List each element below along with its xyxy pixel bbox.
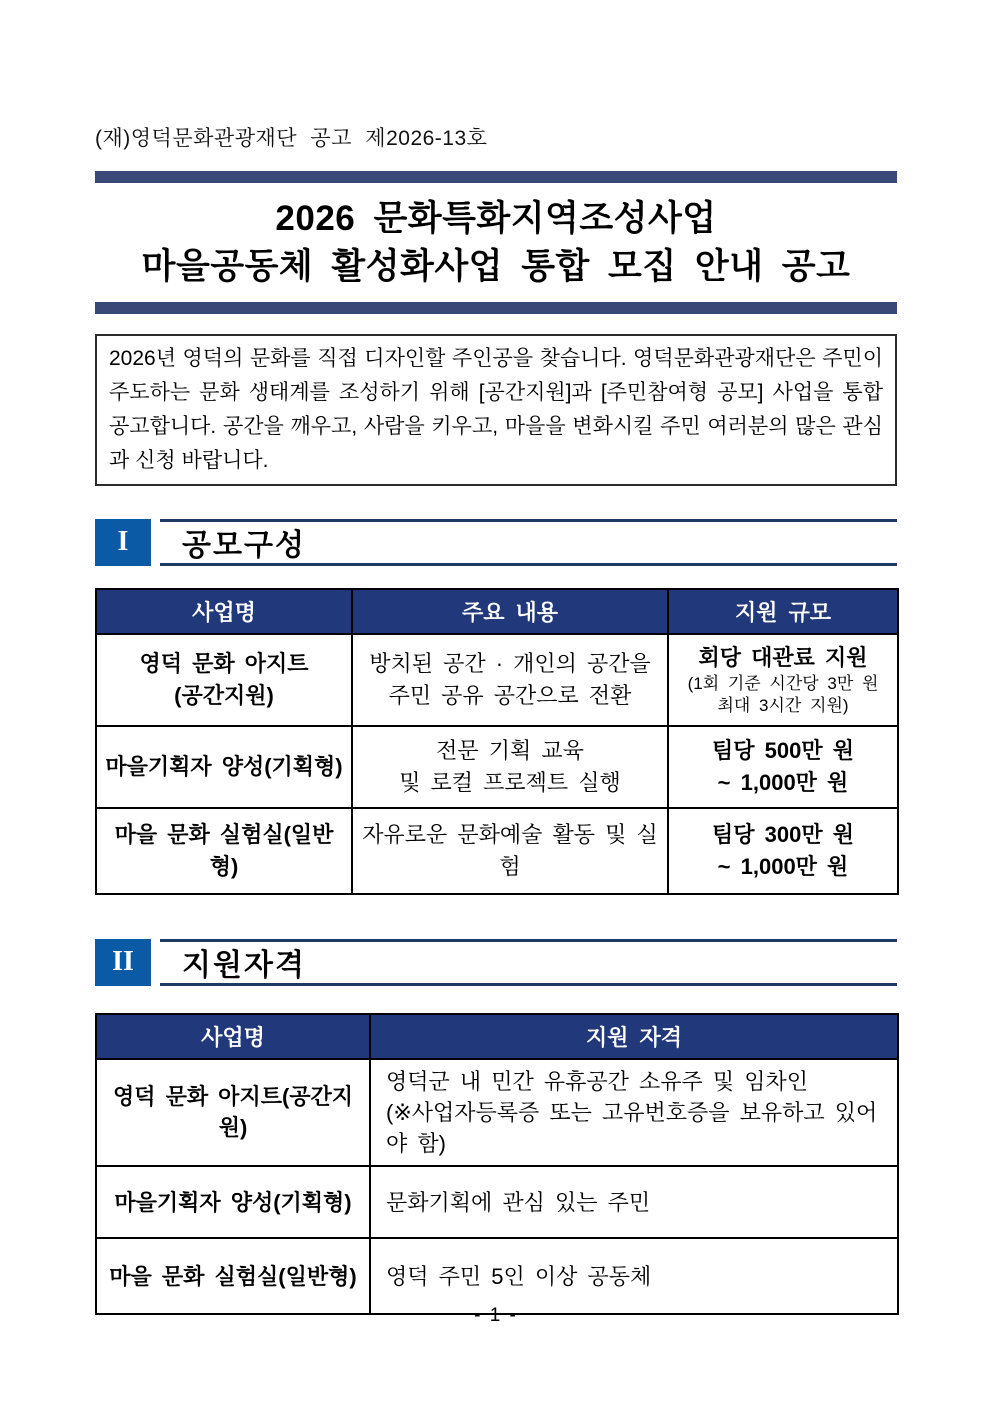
- col-header-main-content: 주요 내용: [352, 589, 668, 634]
- title-line-1: 2026 문화특화지역조성사업: [275, 199, 717, 238]
- section-title-rule: [160, 939, 897, 986]
- section-title-rule: [160, 519, 897, 566]
- cell-line: 자유로운 문화예술 활동 및 실험: [362, 822, 658, 879]
- col-header-support-scale: 지원 규모: [668, 589, 898, 634]
- cell-main-content: [352, 726, 668, 808]
- cell-main-content: [352, 634, 668, 726]
- cell-line: 주민 공유 공간으로 전환: [388, 682, 632, 708]
- col-header-business-name: 사업명: [96, 1014, 370, 1059]
- cell-line: 최대 3시간 지원): [717, 696, 849, 716]
- cell-line: 영덕 문화 아지트: [139, 651, 309, 677]
- cell-eligibility: [370, 1238, 898, 1314]
- page-number: - 1 -: [474, 1305, 518, 1326]
- cell-line: (※사업자등록증 또는 고유번호증을 보유하고 있어야 함): [386, 1099, 878, 1157]
- cell-support-scale: [668, 634, 898, 726]
- cell-line: ~ 1,000만 원: [717, 853, 849, 879]
- cell-line: 전문 기획 교육: [436, 738, 584, 764]
- title-block: [95, 171, 897, 314]
- intro-line: 공고합니다. 공간을 깨우고, 사람을 키우고, 마을을 변화시킬 주민 여러분의 많은 관심: [109, 414, 883, 438]
- section-heading-composition: [95, 519, 897, 566]
- section-title: 공모구성: [182, 529, 306, 563]
- cell-line: (공간지원): [174, 682, 274, 708]
- cell-line: (1회 기준 시간당 3만 원: [687, 674, 879, 694]
- cell-line: 영덕 문화 아지트(공간지원): [112, 1084, 354, 1141]
- cell-line: 문화기획에 관심 있는 주민: [386, 1189, 651, 1215]
- cell-business-name: [96, 808, 352, 894]
- table-row: [96, 1166, 898, 1238]
- title-bar-top: [95, 171, 897, 183]
- cell-line: 팀당 300만 원: [712, 822, 854, 848]
- doc-number: (재)영덕문화관광재단 공고 제2026-13호: [95, 127, 488, 150]
- composition-table: [95, 588, 899, 895]
- cell-eligibility: [370, 1059, 898, 1167]
- cell-line: 영덕 주민 5인 이상 공동체: [386, 1263, 652, 1289]
- cell-line: 마을기획자 양성(기획형): [105, 753, 343, 779]
- section-numeral-badge: I: [95, 519, 151, 566]
- cell-note: [673, 673, 893, 717]
- section-title: 지원자격: [182, 949, 306, 983]
- title-line-2: 마을공동체 활성화사업 통합 모집 안내 공고: [141, 247, 851, 287]
- title-bar-bottom: [95, 302, 897, 314]
- table-row: [96, 808, 898, 894]
- cell-business-name: [96, 634, 352, 726]
- cell-business-name: [96, 1238, 370, 1314]
- table-row: [96, 1238, 898, 1314]
- intro-line: 과 신청 바랍니다.: [109, 448, 269, 472]
- cell-main-content: [352, 808, 668, 894]
- section-heading-eligibility: [95, 939, 897, 986]
- intro-box: [95, 334, 897, 486]
- cell-line: 마을 문화 실험실(일반형): [114, 822, 334, 879]
- cell-line: 회당 대관료 지원: [698, 644, 868, 670]
- table-row: [96, 1059, 898, 1167]
- table-row: [96, 726, 898, 808]
- cell-business-name: [96, 1166, 370, 1238]
- cell-line: 마을기획자 양성(기획형): [114, 1189, 352, 1215]
- document-title: [95, 183, 897, 302]
- cell-support-scale: [668, 726, 898, 808]
- document-content: [95, 0, 897, 1315]
- intro-line: 2026년 영덕의 문화를 직접 디자인할 주인공을 찾습니다. 영덕문화관광재단은 주민이: [109, 346, 883, 370]
- cell-business-name: [96, 1059, 370, 1167]
- cell-business-name: [96, 726, 352, 808]
- cell-line: ~ 1,000만 원: [717, 769, 849, 795]
- cell-line: 및 로컬 프로젝트 실행: [399, 769, 621, 795]
- col-header-eligibility: 지원 자격: [370, 1014, 898, 1059]
- col-header-business-name: 사업명: [96, 589, 352, 634]
- intro-line: 주도하는 문화 생태계를 조성하기 위해 [공간지원]과 [주민참여형 공모] 사업을 통합: [109, 380, 883, 404]
- cell-support-scale: [668, 808, 898, 894]
- cell-line: 팀당 500만 원: [712, 738, 854, 764]
- table-header-row: [96, 1014, 898, 1059]
- cell-eligibility: [370, 1166, 898, 1238]
- cell-line: 마을 문화 실험실(일반형): [109, 1263, 357, 1289]
- cell-line: 영덕군 내 민간 유휴공간 소유주 및 임차인: [386, 1068, 808, 1094]
- cell-line: 방치된 공간 · 개인의 공간을: [369, 651, 651, 677]
- table-header-row: [96, 589, 898, 634]
- eligibility-table: [95, 1013, 899, 1316]
- section-numeral-badge: II: [95, 939, 151, 986]
- table-row: [96, 634, 898, 726]
